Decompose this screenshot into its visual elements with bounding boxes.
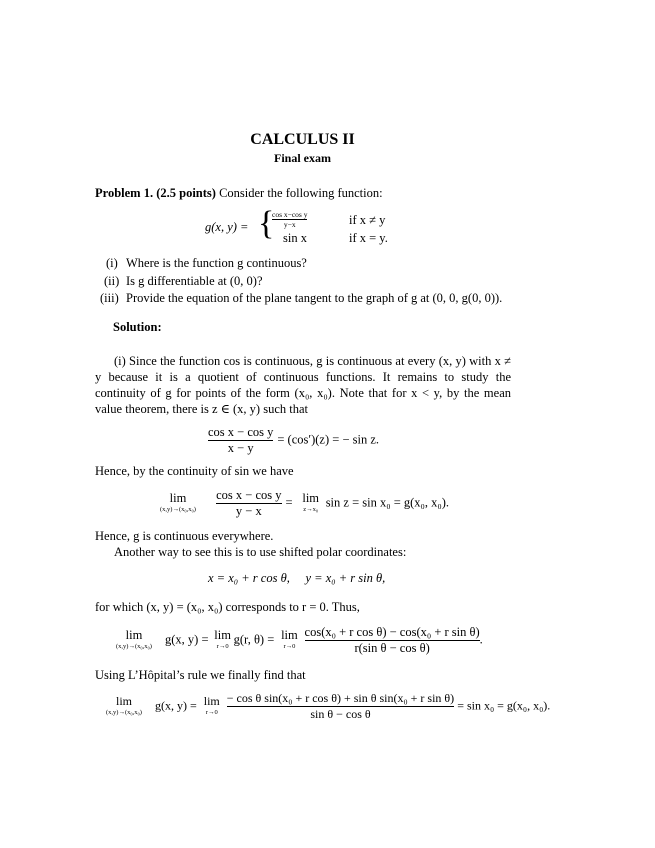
eq4-lim2-under: r→0	[216, 642, 229, 650]
eq5-lim2: lim	[203, 693, 220, 708]
eq2-denominator: y − x	[216, 503, 281, 519]
page-title: CALCULUS II	[250, 131, 355, 148]
question-3-text: Provide the equation of the plane tangent to the graph of g at (0, 0, g(0, 0)).	[126, 291, 503, 305]
eq4-lim-under: (x,y)→(x₀,x₀)	[116, 642, 152, 650]
equation-limit-2	[103, 625, 483, 656]
case1-expression	[272, 210, 307, 229]
case2-value: sin x	[283, 231, 307, 245]
eq4-lim2: lim	[214, 627, 231, 642]
eq4-period: .	[479, 632, 483, 647]
eq4-lim3: lim	[281, 627, 298, 642]
case1-condition: if x ≠ y	[349, 213, 386, 227]
eq2-lim: lim	[169, 490, 187, 505]
eq2-lim2: lim	[302, 490, 320, 505]
eq1-denominator: x − y	[208, 440, 273, 456]
problem-intro: Consider the following function:	[219, 186, 383, 200]
question-1-text: Where is the function g continuous?	[126, 256, 307, 270]
eq1-numerator: cos x − cos y	[208, 425, 274, 439]
eq4-lim3-under: r→0	[283, 642, 296, 650]
piecewise-brace: {	[258, 205, 275, 242]
problem-points: (2.5 points)	[156, 186, 216, 200]
eq4-mid2: g(r, θ) =	[233, 632, 275, 647]
equation-mvt	[208, 425, 379, 456]
solution-paragraph-3: Hence, g is continuous everywhere.	[95, 529, 274, 543]
solution-paragraph-1: (i) Since the function cos is continuous, g is continuous at every (x, y) with x ≠ y because it is a quotient of continuous functions. It remains to study the continuity of g for points of the form (x₀, x₀). Note that for x < y, by the mean value theorem, there is z ∈ (x, y) such that	[95, 354, 511, 416]
solution-paragraph-5: for which (x, y) = (x₀, x₀) corresponds to r = 0. Thus,	[95, 600, 360, 614]
eq2-lim-under: (x,y)→(x₀,x₀)	[160, 505, 196, 513]
eq4-numerator: cos(x₀ + r cos θ) − cos(x₀ + r sin θ)	[304, 625, 480, 639]
eq4-mid: g(x, y) =	[165, 632, 209, 647]
eq5-lim2-under: r→0	[205, 708, 218, 716]
eq4-lim: lim	[125, 627, 143, 642]
eq5-lim-under: (x,y)→(x₀,x₀)	[106, 708, 142, 716]
eq5-lim: lim	[115, 693, 132, 708]
eq5-denominator: sin θ − cos θ	[227, 706, 454, 722]
question-2	[104, 274, 263, 289]
question-3	[100, 291, 502, 306]
equation-lhopital	[93, 691, 550, 722]
eq5-mid: g(x, y) =	[155, 698, 197, 713]
solution-paragraph-4: Another way to see this is to use shifted polar coordinates:	[114, 545, 407, 559]
equation-limit-1	[147, 488, 449, 519]
eq2-numerator: cos x − cos y	[216, 488, 282, 502]
eq5-rhs: = sin x₀ = g(x₀, x₀).	[457, 698, 551, 713]
case2-condition: if x = y.	[349, 231, 388, 245]
solution-heading: Solution:	[113, 320, 162, 334]
eq2-equals: =	[285, 495, 293, 510]
problem-label: Problem 1.	[95, 186, 154, 200]
case1-numerator: cos x−cos y	[272, 210, 308, 219]
eq5-numerator: − cos θ sin(x₀ + r cos θ) + sin θ sin(x₀ + r sin θ)	[226, 691, 455, 705]
solution-paragraph-2: Hence, by the continuity of sin we have	[95, 464, 294, 478]
question-1-number: (i)	[106, 256, 118, 270]
question-2-text: Is g differentiable at (0, 0)?	[126, 274, 263, 288]
function-lhs: g(x, y) =	[205, 220, 249, 234]
equation-polar-coordinates: x = x₀ + r cos θ, y = x₀ + r sin θ,	[208, 571, 386, 585]
solution-paragraph-6: Using L’Hôpital’s rule we finally find that	[95, 668, 306, 682]
question-1	[106, 256, 307, 271]
question-2-number: (ii)	[104, 274, 120, 288]
eq2-rhs: sin z = sin x₀ = g(x₀, x₀).	[325, 495, 450, 510]
eq4-denominator: r(sin θ − cos θ)	[305, 640, 480, 656]
eq1-rhs: = (cos′)(z) = − sin z.	[277, 432, 380, 447]
eq2-lim2-under: z→x₀	[303, 505, 319, 513]
case1-denominator: y−x	[272, 219, 307, 229]
problem-statement	[95, 186, 383, 201]
question-3-number: (iii)	[100, 291, 119, 305]
page-subtitle: Final exam	[274, 151, 331, 165]
